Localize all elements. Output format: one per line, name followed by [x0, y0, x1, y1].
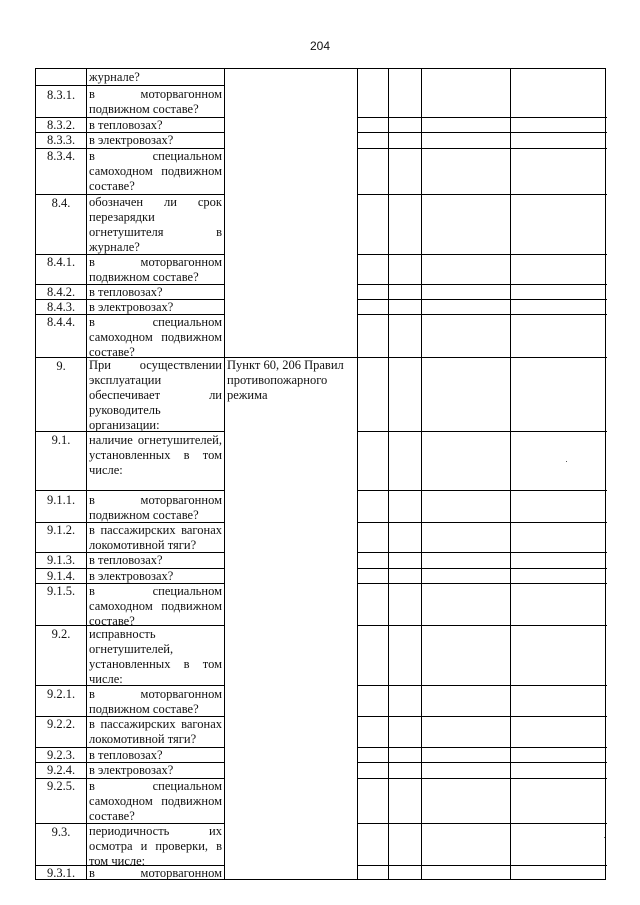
checklist-table [35, 68, 606, 880]
row-line [357, 254, 607, 255]
column-divider [388, 69, 389, 879]
row-line [357, 148, 607, 149]
row-line [357, 299, 607, 300]
row-line [36, 85, 224, 86]
page-number: 204 [309, 39, 331, 53]
question-text: в моторвагонном подвижном составе? [89, 87, 222, 116]
row-line [357, 431, 607, 432]
row-number: 8.3.4. [46, 149, 76, 163]
row-line [357, 865, 607, 866]
row-number: 8.4.3. [46, 300, 76, 314]
row-line [357, 568, 607, 569]
row-number: 9.3. [51, 825, 71, 839]
question-text: в пассажирских вагонах локомотивной тяги? [89, 523, 222, 552]
row-line [357, 132, 607, 133]
question-text: в тепловозах? [89, 285, 163, 299]
question-text: При осуществлении эксплуатации обеспечивает ли руководитель организации: [89, 358, 222, 432]
question-text: в электровозах? [89, 133, 174, 147]
row-line [357, 716, 607, 717]
row-number: 8.4.2. [46, 285, 76, 299]
scan-speck [604, 837, 605, 838]
column-divider [357, 69, 358, 879]
column-divider [510, 69, 511, 879]
row-line [357, 583, 607, 584]
row-line [357, 762, 607, 763]
row-number: 9.1.1. [46, 493, 76, 507]
row-line [357, 490, 607, 491]
row-number: 9.1.3. [46, 553, 76, 567]
question-text: в пассажирских вагонах локомотивной тяги? [89, 717, 222, 746]
row-line [357, 117, 607, 118]
row-number: 8.4.4. [46, 315, 76, 329]
question-text: в электровозах? [89, 300, 174, 314]
row-line [36, 490, 224, 491]
question-text: в моторвагонном подвижном составе? [89, 687, 222, 716]
row-number: 8.3.1. [46, 88, 76, 102]
row-number: 8.4. [51, 196, 71, 210]
row-number: 9.2.3. [46, 748, 76, 762]
row-line [357, 194, 607, 195]
column-divider [421, 69, 422, 879]
row-line [357, 823, 607, 824]
row-number: 9.2.1. [46, 687, 76, 701]
row-line [357, 522, 607, 523]
row-line [357, 778, 607, 779]
column-divider [86, 69, 87, 879]
question-text: в моторвагонном подвижном составе? [89, 493, 222, 522]
row-number: 9.2.5. [46, 779, 76, 793]
column-divider [224, 69, 225, 879]
row-line [357, 314, 607, 315]
question-text: в электровозах? [89, 763, 174, 777]
question-text: в моторвагонном [89, 866, 222, 880]
question-text: в электровозах? [89, 569, 174, 583]
question-text: исправность огнетушителей, установленных в том числе: [89, 627, 222, 686]
row-line [357, 685, 607, 686]
row-number: 9.2. [51, 627, 71, 641]
question-text: в специальном самоходном подвижном составе? [89, 779, 222, 823]
row-line [357, 552, 607, 553]
row-number: 8.4.1. [46, 255, 76, 269]
question-text: обозначен ли срок перезарядки огнетушителя в журнале? [89, 195, 222, 254]
question-text: в специальном самоходном подвижном составе? [89, 315, 222, 359]
question-text: журнале? [89, 70, 140, 84]
question-text: в тепловозах? [89, 118, 163, 132]
question-text: в тепловозах? [89, 748, 163, 762]
row-number: 8.3.3. [46, 133, 76, 147]
question-text: в специальном самоходном подвижном составе? [89, 149, 222, 193]
row-number: 9. [56, 359, 66, 373]
row-number: 9.3.1. [46, 866, 76, 880]
row-number: 9.1.5. [46, 584, 76, 598]
question-text: в тепловозах? [89, 553, 163, 567]
row-number: 9.1. [51, 433, 71, 447]
row-line [357, 625, 607, 626]
scan-speck [566, 461, 567, 462]
legal-reference: Пункт 60, 206 Правил противопожарного режима [227, 358, 344, 402]
row-number: 9.2.2. [46, 717, 76, 731]
row-number: 9.1.2. [46, 523, 76, 537]
row-line [357, 284, 607, 285]
row-number: 8.3.2. [46, 118, 76, 132]
row-number: 9.2.4. [46, 763, 76, 777]
question-text: в моторвагонном подвижном составе? [89, 255, 222, 284]
row-number: 9.1.4. [46, 569, 76, 583]
question-text: наличие огнетушителей, установленных в том числе: [89, 433, 222, 477]
question-text: в специальном самоходном подвижном составе? [89, 584, 222, 628]
row-line [357, 747, 607, 748]
question-text: периодичность их осмотра и проверки, в том числе: [89, 824, 222, 868]
